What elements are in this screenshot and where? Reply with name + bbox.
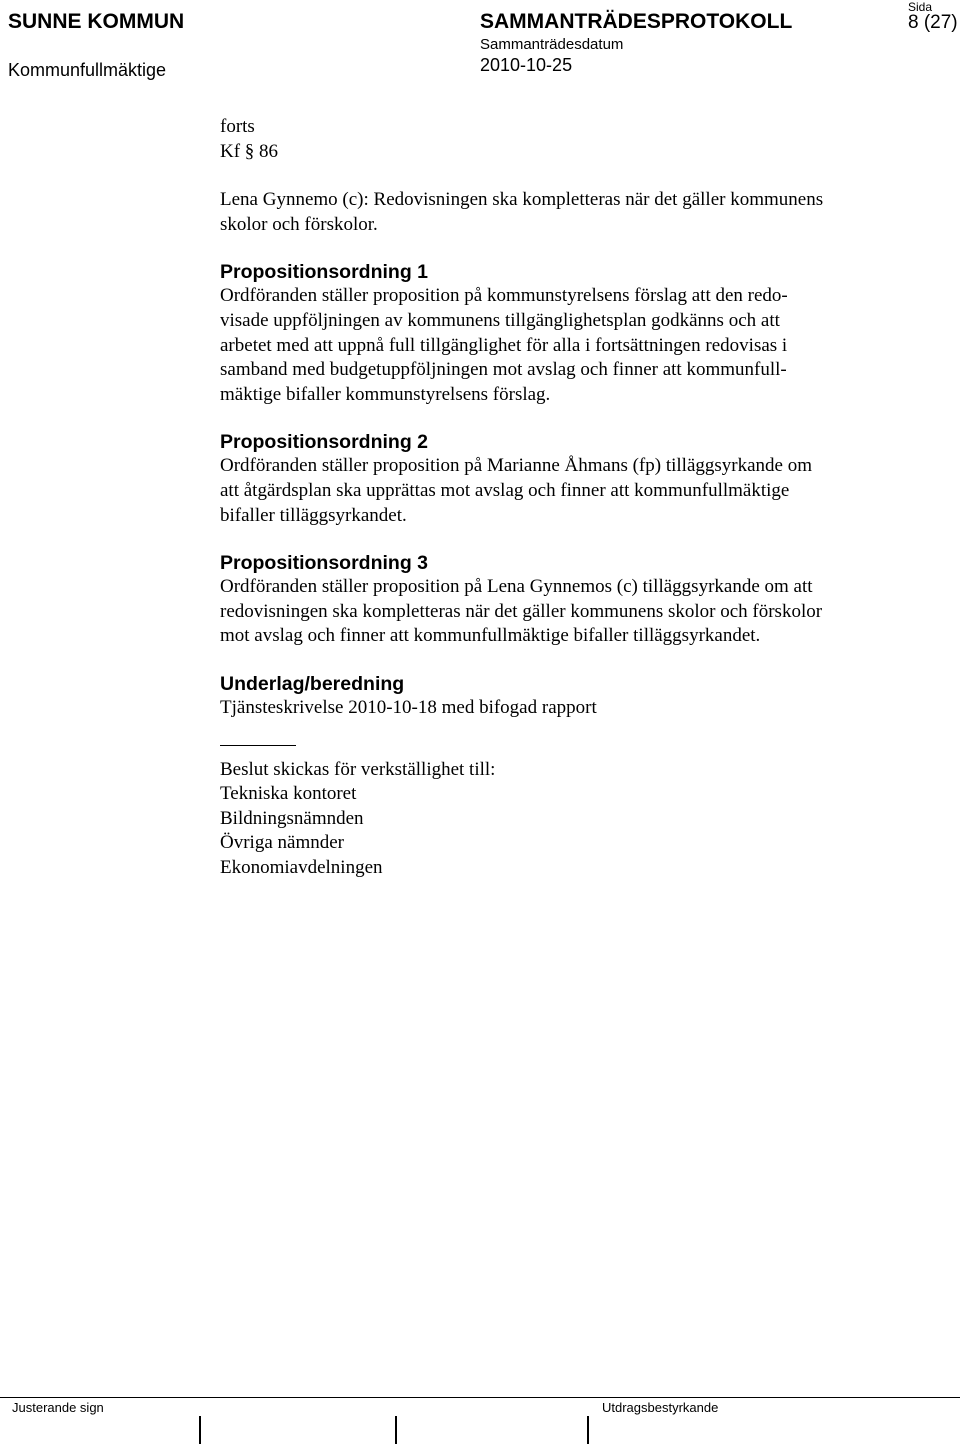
forts-label: forts (220, 116, 255, 137)
signature-box-divider (587, 1416, 589, 1444)
motion-text (220, 188, 920, 237)
recipient: Bildningsnämnden (220, 807, 364, 829)
distribution-list (220, 758, 920, 881)
paragraph-line: bifaller tilläggsyrkandet. (220, 504, 407, 526)
document-body (220, 115, 920, 880)
section-paragraph (220, 696, 920, 721)
recipient: Tekniska kontoret (220, 783, 357, 805)
section-paragraph (220, 284, 920, 407)
intro (220, 115, 920, 164)
section-heading: Underlag/beredning (220, 672, 405, 695)
separator-line (220, 745, 296, 746)
paragraph-line: mäktige bifaller kommunstyrelsens förslag. (220, 383, 551, 405)
footer-divider (0, 1397, 960, 1398)
section-paragraph (220, 575, 920, 649)
section-heading: Propositionsordning 1 (220, 261, 428, 284)
adjusters-signature-label: Justerande sign (12, 1400, 104, 1415)
distribution-title: Beslut skickas för verkställighet till: (220, 758, 496, 780)
case-number: Kf § 86 (220, 140, 279, 162)
section-heading: Propositionsordning 2 (220, 431, 428, 454)
meeting-date: 2010-10-25 (480, 55, 573, 75)
signature-box-divider (395, 1416, 397, 1444)
meeting-date-label: Sammanträdesdatum (480, 36, 624, 53)
committee-name: Kommunfullmäktige (8, 60, 167, 80)
recipient: Ekonomiavdelningen (220, 856, 383, 878)
paragraph-line: att åtgärdsplan ska upprättas mot avslag och finner att kommunfullmäktige (220, 479, 790, 501)
paragraph-line: mot avslag och finner att kommunfullmäktige bifaller tilläggsyrkandet. (220, 625, 761, 647)
paragraph-line: Ordföranden ställer proposition på kommunstyrelsens förslag att den redo- (220, 285, 788, 307)
page-number: 8 (27) (908, 12, 958, 33)
signature-box-divider (199, 1416, 201, 1444)
paragraph-line: Ordföranden ställer proposition på Marianne Åhmans (fp) tilläggsyrkande om (220, 455, 813, 477)
paragraph-line: visade uppföljningen av kommunens tillgänglighetsplan godkänns och att (220, 309, 780, 331)
section-heading: Propositionsordning 3 (220, 552, 428, 575)
organization-name: SUNNE KOMMUN (8, 10, 185, 33)
paragraph-line: Lena Gynnemo (c): Redovisningen ska kompletteras när det gäller kommunens (220, 189, 824, 211)
section-paragraph (220, 454, 920, 528)
paragraph-line: redovisningen ska kompletteras när det gäller kommunens skolor och förskolor (220, 600, 823, 622)
paragraph-line: Tjänsteskrivelse 2010-10-18 med bifogad rapport (220, 696, 597, 718)
paragraph-line: skolor och förskolor. (220, 213, 378, 235)
paragraph-line: arbetet med att uppnå full tillgänglighet för alla i fortsättningen redovisas i (220, 334, 788, 356)
paragraph-line: Ordföranden ställer proposition på Lena Gynnemos (c) tilläggsyrkande om att (220, 576, 813, 598)
recipient: Övriga nämnder (220, 832, 344, 854)
extract-certification-label: Utdragsbestyrkande (602, 1400, 719, 1415)
paragraph-line: samband med budgetuppföljningen mot avslag och finner att kommunfull- (220, 359, 787, 381)
document-type: SAMMANTRÄDESPROTOKOLL (480, 10, 793, 33)
page-label: Sida (908, 0, 933, 14)
